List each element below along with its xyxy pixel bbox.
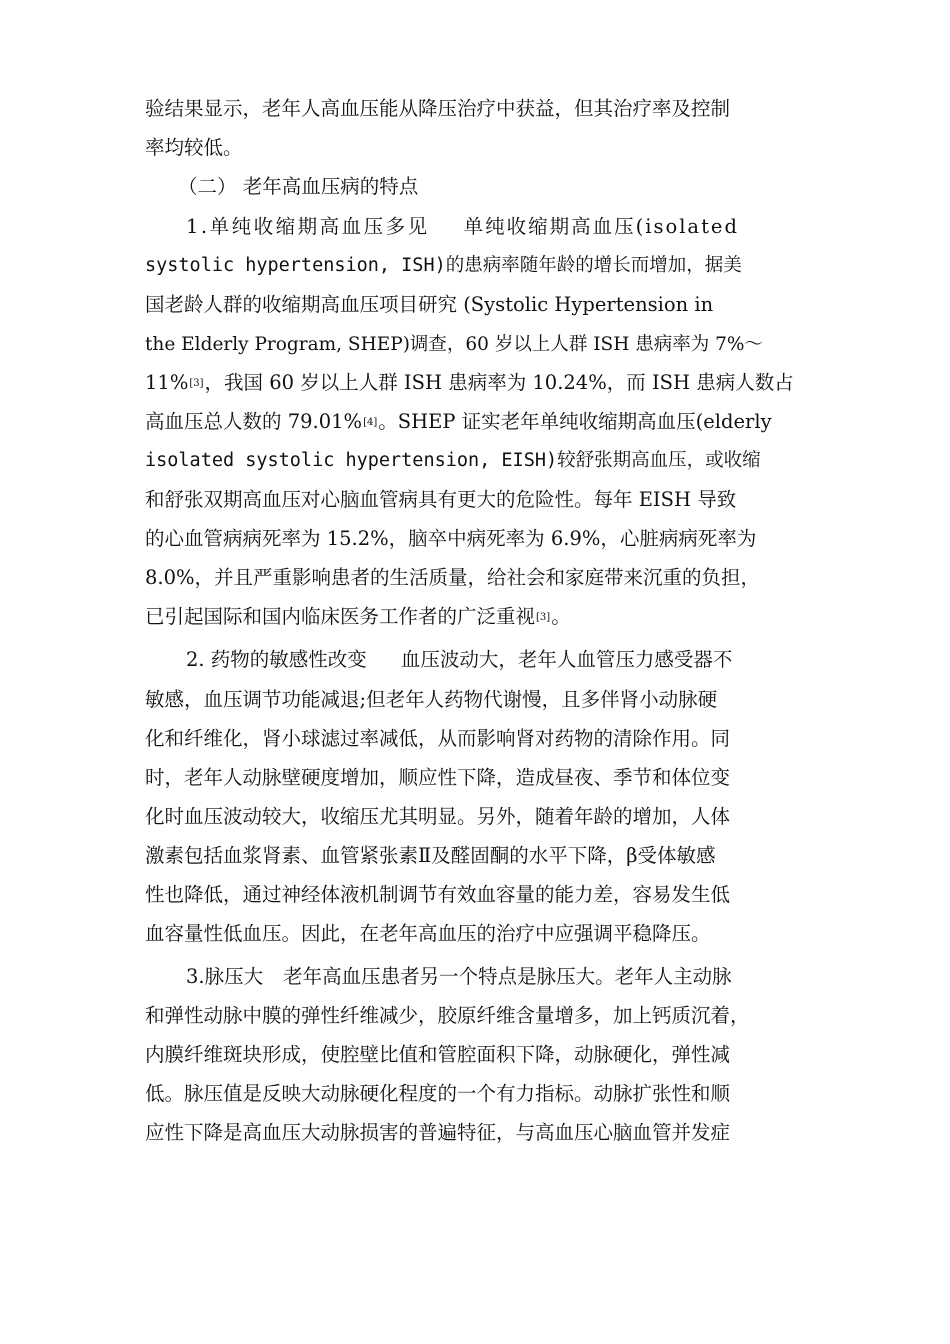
text: 的心血管病病死率为 15.2%，脑卒中病死率为 6.9%，心脏病病死率为 (145, 527, 757, 550)
paragraph-line (0, 209, 739, 245)
text: 低。脉压值是反映大动脉硬化程度的一个有力指标。动脉扩张性和顺 (145, 1082, 731, 1105)
text: 已引起国际和国内临床医务工作者的广泛重视 (145, 605, 536, 628)
subheading: 1.单纯收缩期高血压多见 (186, 215, 430, 238)
text: 率均较低。 (145, 136, 243, 159)
text: 血压波动大，老年人血管压力感受器不 (400, 648, 733, 671)
text: 。SHEP 证实老年单纯收缩期高血压(elderly (378, 410, 772, 433)
paragraph-line (0, 682, 717, 718)
text: 国老龄人群的收缩期高血压项目研究 (Systolic Hypertension in (145, 293, 714, 316)
paragraph-line (0, 1037, 730, 1073)
text: 内膜纤维斑块形成，使腔壁比值和管腔面积下降，动脉硬化，弹性减 (145, 1043, 731, 1066)
paragraph-line (0, 877, 730, 913)
paragraph-line (0, 799, 730, 835)
text: 化和纤维化，肾小球滤过率减低，从而影响肾对药物的清除作用。同 (145, 727, 731, 750)
text: 验结果显示，老年人高血压能从降压治疗中获益，但其治疗率及控制 (145, 97, 731, 120)
text: 8.0%，并且严重影响患者的生活质量，给社会和家庭带来沉重的负担， (145, 566, 761, 589)
section-heading (0, 169, 418, 205)
text: ，我国 60 岁以上人群 ISH 患病率为 10.24%，而 ISH 患病人数占 (204, 371, 794, 394)
citation-ref: [3] (189, 378, 204, 389)
paragraph-line (0, 721, 730, 757)
paragraph-line (0, 1115, 730, 1151)
paragraph-line (0, 521, 756, 557)
text: 单纯收缩期高血压(isolated (463, 215, 739, 238)
paragraph-line (0, 287, 713, 323)
text: 和弹性动脉中膜的弹性纤维减少，胶原纤维含量增多，加上钙质沉着， (145, 1004, 750, 1027)
paragraph-line (0, 443, 761, 479)
citation-ref: [4] (363, 417, 378, 428)
paragraph-line (0, 130, 243, 166)
text: 激素包括血浆肾素、血管紧张素Ⅱ及醛固酮的水平下降，β受体敏感 (145, 844, 716, 867)
text: 时，老年人动脉壁硬度增加，顺应性下降，造成昼夜、季节和体位变 (145, 766, 731, 789)
text: 高血压总人数的 79.01% (145, 410, 363, 433)
paragraph-line (0, 482, 736, 518)
text: 血容量性低血压。因此，在老年高血压的治疗中应强调平稳降压。 (145, 922, 711, 945)
section-heading-text: （二） 老年高血压病的特点 (178, 175, 419, 198)
subheading: 3.脉压大 (186, 965, 264, 988)
text: 应性下降是高血压大动脉损害的普遍特征，与高血压心脑血管并发症 (145, 1121, 731, 1144)
paragraph-line (0, 91, 730, 127)
paragraph-line (0, 1076, 730, 1112)
paragraph-line (0, 560, 760, 596)
text: 性也降低，通过神经体液机制调节有效血容量的能力差，容易发生低 (145, 883, 731, 906)
paragraph-line (0, 365, 794, 401)
text: 敏感，血压调节功能减退;但老年人药物代谢慢，且多伴肾小动脉硬 (145, 688, 718, 711)
text: isolated systolic hypertension, EISH)较舒张期高血压，或收缩 (145, 450, 761, 471)
text: 老年高血压患者另一个特点是脉压大。老年人主动脉 (283, 965, 732, 988)
paragraph-line (0, 404, 772, 440)
paragraph-line (0, 642, 732, 678)
paragraph-line (0, 998, 750, 1034)
text: 化时血压波动较大，收缩压尤其明显。另外，随着年龄的增加，人体 (145, 805, 731, 828)
paragraph-line (0, 599, 571, 635)
paragraph-line (0, 326, 763, 362)
text: 11% (145, 371, 189, 394)
paragraph-line (0, 760, 730, 796)
text: systolic hypertension, ISH)的患病率随年龄的增长而增加，据美 (145, 255, 742, 276)
text: 。 (551, 605, 571, 628)
text: 和舒张双期高血压对心脑血管病具有更大的危险性。每年 EISH 导致 (145, 488, 737, 511)
subheading: 2. 药物的敏感性改变 (186, 648, 367, 671)
paragraph-line (0, 916, 711, 952)
text: the Elderly Program, SHEP)调查，60 岁以上人群 ISH 患病率为 7%～ (145, 334, 763, 355)
citation-ref: [3] (536, 612, 551, 623)
paragraph-line (0, 248, 742, 284)
paragraph-line (0, 838, 716, 874)
paragraph-line (0, 959, 732, 995)
